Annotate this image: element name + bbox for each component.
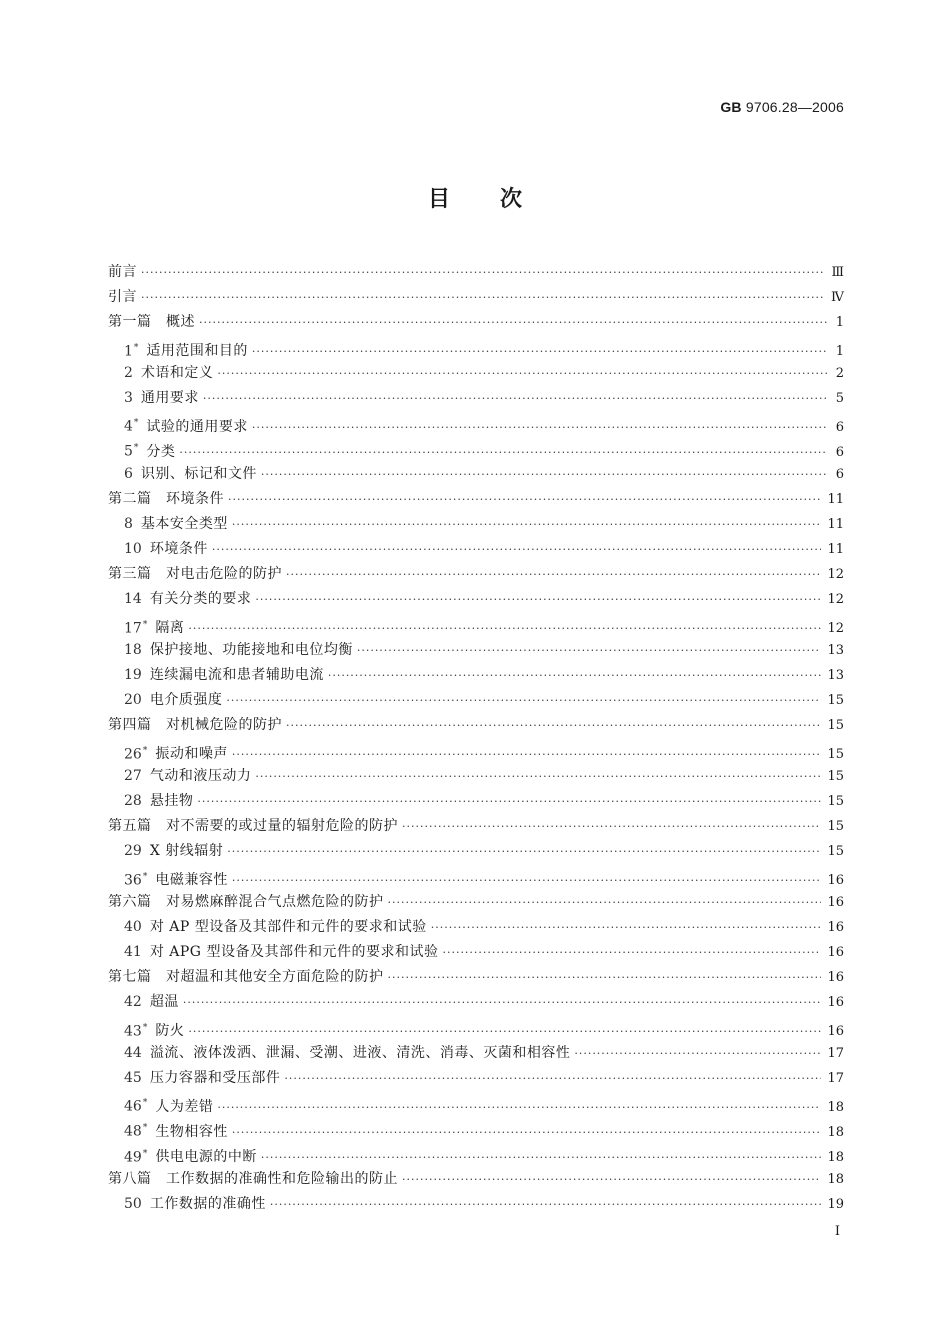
toc-number-text: 36 (124, 872, 142, 889)
toc-clause-entry[interactable] (108, 1192, 844, 1217)
toc-entry-label: 电磁兼容性 (155, 872, 228, 889)
toc-clause-entry[interactable] (108, 1116, 844, 1141)
toc-entry-label: 第六篇 对易燃麻醉混合气点燃危险的防护 (108, 893, 384, 910)
toc-clause-entry[interactable] (108, 537, 844, 562)
toc-page-number: 13 (827, 642, 844, 658)
modified-clause-asterisk: * (142, 1148, 148, 1159)
standard-code: 9706.28—2006 (745, 99, 844, 115)
toc-number-text: 6 (124, 465, 133, 482)
toc-number-text: 10 (124, 541, 142, 558)
toc-clause-number (124, 789, 142, 814)
toc-clause-entry[interactable] (108, 411, 844, 436)
toc-clause-number (124, 361, 133, 386)
toc-number-text: 44 (124, 1044, 142, 1061)
toc-entry-label: 第五篇 对不需要的或过量的辐射危险的防护 (108, 818, 398, 835)
toc-number-text: 29 (124, 843, 142, 860)
toc-clause-number (124, 537, 142, 562)
toc-page-number: 15 (827, 747, 844, 763)
toc-page-number: 15 (827, 844, 844, 860)
toc-clause-entry[interactable] (108, 915, 844, 940)
toc-page-number: 16 (827, 873, 844, 889)
toc-clause-number (124, 587, 142, 612)
toc-number-text: 1 (124, 343, 133, 360)
toc-page-number: 6 (835, 444, 844, 460)
toc-page-number: 15 (827, 819, 844, 835)
toc-leader-dots (212, 537, 822, 562)
toc-entry-label: 超温 (149, 994, 179, 1011)
toc-part-entry[interactable] (108, 965, 844, 990)
toc-number-text: 14 (124, 591, 142, 608)
toc-leader-dots (357, 638, 822, 663)
toc-leader-dots (252, 415, 828, 440)
toc-entry-label: 前言 (108, 264, 137, 280)
toc-page-number: 19 (827, 1196, 844, 1212)
toc-page-number: 17 (827, 1045, 844, 1061)
toc-number-text: 28 (124, 792, 142, 809)
toc-leader-dots (141, 260, 825, 285)
toc-leader-dots (402, 814, 821, 839)
table-of-contents (108, 260, 844, 1217)
toc-clause-entry[interactable] (108, 587, 844, 612)
toc-entry-label: 连续漏电流和患者辅助电流 (149, 667, 324, 683)
toc-entry-label: 通用要求 (140, 389, 199, 406)
toc-clause-number (124, 663, 142, 688)
toc-part-entry[interactable] (108, 310, 844, 335)
toc-part-entry[interactable] (108, 562, 844, 587)
modified-clause-asterisk: * (142, 619, 148, 630)
toc-clause-entry[interactable] (108, 789, 844, 814)
toc-leader-dots (431, 915, 822, 940)
toc-page-number: Ⅳ (831, 290, 844, 306)
toc-page-number: 11 (827, 542, 844, 558)
toc-number-text: 19 (124, 667, 142, 683)
toc-number-text: 4 (124, 418, 133, 435)
toc-leader-dots (270, 1192, 822, 1217)
toc-page-number: 1 (835, 344, 844, 360)
toc-page-number: 16 (827, 995, 844, 1011)
toc-leader-dots (388, 965, 822, 990)
toc-leader-dots (255, 764, 821, 789)
toc-leader-dots (574, 1041, 821, 1066)
toc-number-text: 3 (124, 389, 133, 406)
toc-page-number: 13 (827, 668, 844, 683)
toc-page-number: 6 (835, 466, 844, 482)
toc-leader-dots (286, 562, 821, 587)
toc-clause-number (124, 1192, 142, 1217)
toc-leader-dots (199, 310, 828, 335)
toc-number-text: 46 (124, 1098, 142, 1115)
page-title: 目次 (427, 187, 572, 212)
toc-page-number: 15 (827, 768, 844, 784)
toc-entry-label: 识别、标记和文件 (140, 465, 257, 482)
toc-page-number: 12 (827, 592, 844, 608)
toc-leader-dots (183, 990, 822, 1015)
modified-clause-asterisk: * (133, 443, 139, 454)
toc-entry-label: 基本安全类型 (140, 515, 228, 532)
toc-clause-entry[interactable] (108, 613, 844, 638)
toc-clause-number (124, 1041, 142, 1066)
toc-page-number: 18 (827, 1171, 844, 1187)
toc-clause-entry[interactable] (108, 386, 844, 411)
toc-clause-entry[interactable] (108, 1016, 844, 1041)
toc-clause-number (124, 1066, 142, 1091)
toc-clause-entry[interactable] (108, 361, 844, 386)
toc-leader-dots (232, 1120, 822, 1145)
toc-page-number: 16 (827, 1024, 844, 1040)
toc-clause-entry[interactable] (108, 336, 844, 361)
toc-entry-label: 压力容器和受压部件 (149, 1070, 281, 1086)
toc-entry-label: 保护接地、功能接地和电位均衡 (149, 641, 353, 658)
toc-clause-number (124, 688, 142, 713)
toc-entry-label: 生物相容性 (155, 1124, 228, 1141)
toc-page-number: 15 (827, 693, 844, 709)
toc-entry-label: 工作数据的准确性 (149, 1195, 266, 1212)
toc-leader-dots (217, 361, 828, 386)
toc-page-number: 17 (827, 1071, 844, 1086)
toc-part-entry[interactable] (108, 285, 844, 310)
toc-number-text: 2 (124, 364, 133, 381)
toc-leader-dots (141, 285, 825, 310)
toc-entry-label: 第二篇 环境条件 (108, 490, 224, 507)
toc-number-text: 26 (124, 746, 142, 763)
modified-clause-asterisk: * (142, 1022, 148, 1033)
toc-clause-number (124, 940, 142, 965)
toc-entry-label: 第四篇 对机械危险的防护 (108, 717, 282, 734)
page-number: I (834, 1224, 840, 1239)
toc-leader-dots (261, 462, 828, 487)
toc-number-text: 20 (124, 692, 142, 709)
toc-number-text: 40 (124, 918, 142, 935)
toc-part-entry[interactable] (108, 890, 844, 915)
toc-entry-label: 悬挂物 (149, 792, 194, 809)
toc-clause-entry[interactable] (108, 764, 844, 789)
toc-entry-label: 环境条件 (149, 541, 208, 558)
toc-clause-entry[interactable] (108, 990, 844, 1015)
toc-entry-label: 气动和液压动力 (149, 767, 252, 784)
toc-page-number: 5 (835, 390, 844, 406)
toc-entry-label: 第一篇 概述 (108, 314, 195, 331)
toc-number-text: 5 (124, 443, 133, 460)
toc-page-number: 15 (827, 718, 844, 734)
toc-entry-label: 对 APG 型设备及其部件和元件的要求和试验 (149, 944, 439, 961)
toc-clause-number (124, 512, 133, 537)
toc-clause-entry[interactable] (108, 436, 844, 461)
toc-page-number: 15 (827, 793, 844, 809)
toc-number-text: 41 (124, 944, 142, 961)
toc-page-number: 18 (827, 1099, 844, 1115)
standard-prefix: GB (720, 99, 742, 115)
toc-entry-label: 有关分类的要求 (149, 591, 252, 608)
toc-entry-label: 第三篇 对电击危险的防护 (108, 566, 282, 583)
toc-leader-dots (227, 839, 821, 864)
toc-leader-dots (217, 1095, 821, 1120)
toc-clause-number (124, 638, 142, 663)
modified-clause-asterisk: * (142, 871, 148, 882)
toc-clause-entry[interactable] (108, 663, 844, 688)
toc-leader-dots (232, 512, 822, 537)
toc-entry-label: 分类 (146, 443, 176, 460)
toc-clause-entry[interactable] (108, 1066, 844, 1091)
toc-clause-entry[interactable] (108, 865, 844, 890)
modified-clause-asterisk: * (142, 745, 148, 756)
toc-clause-number (124, 839, 142, 864)
toc-entry-label: 适用范围和目的 (146, 343, 248, 360)
toc-entry-label: 引言 (108, 289, 137, 306)
toc-leader-dots (228, 487, 821, 512)
toc-leader-dots (286, 713, 821, 738)
modified-clause-asterisk: * (133, 342, 139, 353)
toc-entry-label: 防火 (155, 1023, 185, 1040)
toc-leader-dots (402, 1167, 821, 1192)
toc-clause-number (124, 915, 142, 940)
toc-entry-label: 振动和噪声 (155, 746, 228, 763)
toc-clause-number (124, 386, 133, 411)
toc-entry-label: 第七篇 对超温和其他安全方面危险的防护 (108, 969, 384, 986)
toc-entry-label: 供电电源的中断 (155, 1149, 257, 1166)
toc-number-text: 8 (124, 515, 133, 532)
toc-entry-label: 溢流、液体泼洒、泄漏、受潮、进液、清洗、消毒、灭菌和相容性 (149, 1044, 571, 1061)
toc-clause-entry[interactable] (108, 512, 844, 537)
toc-clause-number (124, 764, 142, 789)
toc-leader-dots (255, 587, 821, 612)
toc-entry-label: 电介质强度 (149, 692, 223, 709)
toc-entry-label: 人为差错 (155, 1098, 214, 1115)
toc-clause-entry[interactable] (108, 638, 844, 663)
toc-clause-entry[interactable] (108, 739, 844, 764)
toc-number-text: 48 (124, 1124, 142, 1141)
toc-entry-label: 术语和定义 (140, 364, 214, 381)
standard-number (720, 99, 844, 115)
toc-leader-dots (197, 789, 821, 814)
toc-number-text: 18 (124, 641, 142, 658)
toc-entry-label: 试验的通用要求 (146, 418, 248, 435)
toc-entry-label: 第八篇 工作数据的准确性和危险输出的防止 (108, 1170, 398, 1187)
toc-page-number: Ⅲ (831, 265, 844, 280)
toc-clause-entry[interactable] (108, 688, 844, 713)
toc-leader-dots (328, 663, 822, 688)
toc-number-text: 42 (124, 994, 142, 1011)
toc-part-entry[interactable] (108, 814, 844, 839)
toc-page-number: 11 (827, 516, 844, 532)
modified-clause-asterisk: * (142, 1123, 148, 1134)
toc-clause-number (124, 990, 142, 1015)
toc-page-number: 16 (827, 945, 844, 961)
toc-page-number: 16 (827, 919, 844, 935)
toc-entry-label: 隔离 (155, 620, 185, 637)
toc-number-text: 45 (124, 1070, 142, 1086)
toc-page-number: 16 (827, 894, 844, 910)
toc-leader-dots (203, 386, 828, 411)
toc-part-entry[interactable] (108, 487, 844, 512)
toc-entry-label: 对 AP 型设备及其部件和元件的要求和试验 (149, 918, 427, 935)
toc-clause-entry[interactable] (108, 1041, 844, 1066)
modified-clause-asterisk: * (142, 1098, 148, 1109)
modified-clause-asterisk: * (133, 418, 139, 429)
toc-page-number: 12 (827, 567, 844, 583)
toc-part-entry[interactable] (108, 260, 844, 285)
toc-clause-entry[interactable] (108, 839, 844, 864)
toc-number-text: 49 (124, 1149, 142, 1166)
toc-page-number: 11 (827, 491, 844, 507)
toc-page-number: 18 (827, 1150, 844, 1166)
toc-entry-label: X 射线辐射 (149, 843, 224, 860)
toc-page-number: 6 (835, 419, 844, 435)
toc-part-entry[interactable] (108, 713, 844, 738)
toc-clause-entry[interactable] (108, 940, 844, 965)
toc-number-text: 43 (124, 1023, 142, 1040)
toc-number-text: 27 (124, 767, 142, 784)
toc-leader-dots (388, 890, 822, 915)
toc-clause-entry[interactable] (108, 1142, 844, 1167)
toc-leader-dots (442, 940, 821, 965)
toc-leader-dots (284, 1066, 821, 1091)
toc-part-entry[interactable] (108, 1167, 844, 1192)
toc-clause-entry[interactable] (108, 1091, 844, 1116)
toc-leader-dots (226, 688, 821, 713)
toc-page-number: 18 (827, 1125, 844, 1141)
toc-number-text: 17 (124, 620, 142, 637)
toc-clause-number (124, 462, 133, 487)
toc-clause-entry[interactable] (108, 462, 844, 487)
toc-page-number: 16 (827, 970, 844, 986)
toc-page-number: 12 (827, 621, 844, 637)
toc-page-number: 1 (835, 315, 844, 331)
toc-number-text: 50 (124, 1195, 142, 1212)
toc-page-number: 2 (835, 365, 844, 381)
